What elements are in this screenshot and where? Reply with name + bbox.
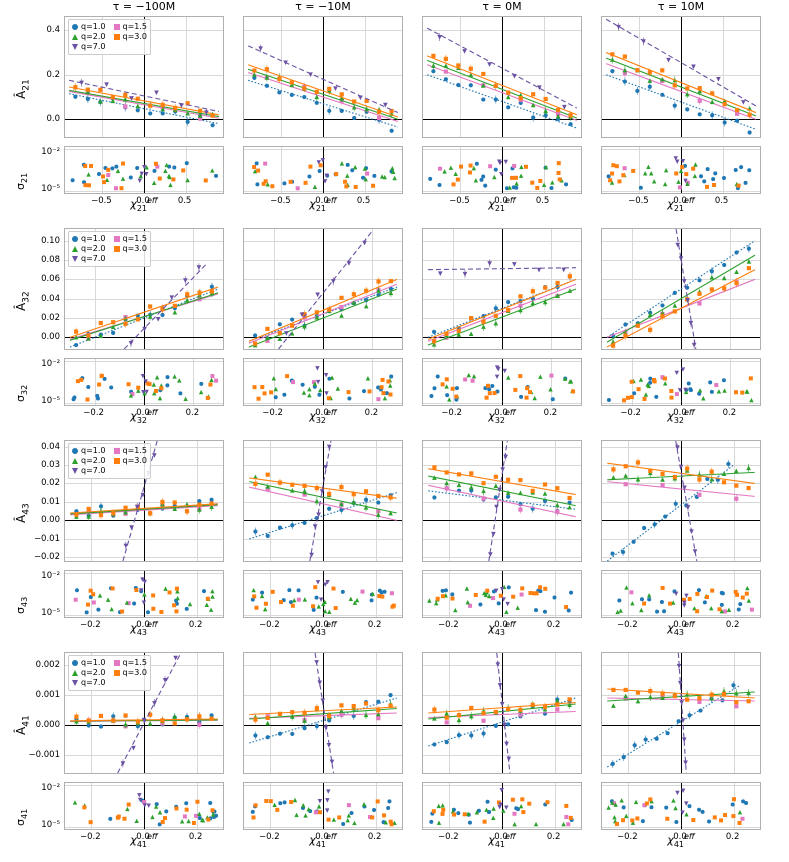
panel-sigma41-col4 xyxy=(601,782,761,830)
panel-sigma41-col1 xyxy=(64,782,224,830)
xaxis-label-43: $\chi_{43}^{eff}$ xyxy=(130,620,158,637)
xtick-43: 0.0 xyxy=(136,620,150,630)
xtick-41: −0.2 xyxy=(259,832,280,842)
xaxis-label-43: $\chi_{43}^{eff}$ xyxy=(667,620,695,637)
xtick-41: 0.0 xyxy=(673,832,687,842)
legend-label: q=3.0 xyxy=(122,668,148,677)
ytick-A41: 0.001 xyxy=(35,690,60,700)
legend-marker-icon xyxy=(72,680,78,686)
column-title-4: τ = 10M xyxy=(657,0,705,13)
xtick-21: 0.5 xyxy=(177,196,192,206)
legend-marker-icon xyxy=(114,24,120,30)
panel-sigma21-col2 xyxy=(243,146,403,194)
legend-item-q=1-0[interactable] xyxy=(72,234,106,244)
xtick-21: 0.5 xyxy=(714,196,729,206)
xtick-32: −0.2 xyxy=(83,408,104,418)
xtick-43: 0.0 xyxy=(673,620,687,630)
ytick-A32: 0.10 xyxy=(41,235,60,246)
panel-A21-col3 xyxy=(422,16,582,138)
panel-sigma32-col2 xyxy=(243,358,403,406)
legend-marker-icon xyxy=(72,24,78,30)
legend-label: q=7.0 xyxy=(81,42,106,51)
panel-A21-col2 xyxy=(243,16,403,138)
legend-marker-icon xyxy=(114,246,120,252)
xtick-43: 0.2 xyxy=(367,620,382,630)
yaxis-label-sigma21: $\sigma_{21}$ xyxy=(14,172,30,190)
xtick-32: −0.2 xyxy=(620,408,641,418)
legend-item-q=3-0[interactable] xyxy=(114,244,148,254)
legend-label: q=1.5 xyxy=(122,22,148,31)
xtick-32: 0.0 xyxy=(136,408,150,418)
legend-label: q=7.0 xyxy=(81,254,106,263)
ytick-A32: 0.08 xyxy=(41,254,60,265)
legend-marker-icon xyxy=(114,448,120,454)
yaxis-label-sigma43: $\sigma_{43}$ xyxy=(14,596,30,614)
legend-item-q=1-5[interactable] xyxy=(114,234,148,244)
xtick-41: 0.2 xyxy=(367,832,382,842)
legend-label: q=2.0 xyxy=(81,244,106,253)
ytick-A32: 0.00 xyxy=(41,332,60,343)
xtick-43: 0.2 xyxy=(725,620,740,630)
xtick-21: −0.5 xyxy=(449,196,470,206)
panel-A32-col2 xyxy=(243,228,403,350)
xaxis-label-41: $\chi_{41}^{eff}$ xyxy=(130,832,158,849)
xaxis-label-32: $\chi_{32}^{eff}$ xyxy=(309,408,337,425)
ytick-A32: 0.04 xyxy=(41,293,60,304)
xaxis-label-21: $\chi_{21}^{eff}$ xyxy=(667,196,695,213)
xtick-21: 0.0 xyxy=(494,196,508,206)
ytick-A32: 0.02 xyxy=(41,313,60,324)
xtick-32: 0.0 xyxy=(673,408,687,418)
xtick-43: −0.2 xyxy=(617,620,638,630)
panel-A32-col3 xyxy=(422,228,582,350)
xtick-21: 0.5 xyxy=(356,196,371,206)
legend-item-q=7-0[interactable] xyxy=(72,678,106,688)
ytick-A43: 0.03 xyxy=(41,460,60,470)
xaxis-label-32: $\chi_{32}^{eff}$ xyxy=(488,408,516,425)
ytick-A43: 0.04 xyxy=(41,441,60,452)
xtick-32: 0.2 xyxy=(364,408,379,418)
xtick-32: 0.0 xyxy=(315,408,329,418)
panel-sigma21-col4 xyxy=(601,146,761,194)
legend-row-32 xyxy=(68,231,151,267)
legend-label: q=7.0 xyxy=(81,678,106,687)
xaxis-label-21: $\chi_{21}^{eff}$ xyxy=(488,196,516,213)
panel-sigma43-col4 xyxy=(601,570,761,618)
legend-label: q=1.0 xyxy=(81,658,106,667)
xtick-21: −0.5 xyxy=(270,196,291,206)
legend-marker-icon xyxy=(72,468,78,474)
xaxis-label-41: $\chi_{41}^{eff}$ xyxy=(667,832,695,849)
ytick-sigma43: 10⁻⁵ xyxy=(41,608,60,618)
legend-label: q=7.0 xyxy=(81,466,106,475)
legend-item-q=2-0[interactable] xyxy=(72,32,106,42)
legend-item-q=1-5[interactable] xyxy=(114,22,148,32)
ytick-A43: 0.00 xyxy=(41,515,60,526)
legend-label: q=3.0 xyxy=(122,244,148,253)
column-title-3: τ = 0M xyxy=(482,0,522,13)
xtick-43: −0.2 xyxy=(438,620,459,630)
xtick-41: 0.0 xyxy=(315,832,329,842)
legend-item-q=2-0[interactable] xyxy=(72,456,106,466)
column-title-2: τ = −10M xyxy=(295,0,351,13)
xtick-41: 0.2 xyxy=(725,832,740,842)
ytick-A41: −0.001 xyxy=(28,750,60,760)
ytick-sigma32: 10⁻⁵ xyxy=(41,396,60,406)
legend-label: q=1.0 xyxy=(81,234,106,243)
legend-row-41 xyxy=(68,655,151,691)
legend-item-q=1-5[interactable] xyxy=(114,446,148,456)
ytick-A41: 0.000 xyxy=(35,720,60,730)
legend-marker-icon xyxy=(72,44,78,50)
ytick-sigma21: 10⁻² xyxy=(41,147,60,157)
legend-item-q=1-0[interactable] xyxy=(72,658,106,668)
legend-marker-icon xyxy=(72,246,78,252)
panel-A41-col2 xyxy=(243,652,403,774)
legend-item-q=1-0[interactable] xyxy=(72,446,106,456)
legend-label: q=1.0 xyxy=(81,446,106,455)
panel-sigma32-col3 xyxy=(422,358,582,406)
legend-item-q=3-0[interactable] xyxy=(114,668,148,678)
legend-marker-icon xyxy=(72,448,78,454)
xtick-32: −0.2 xyxy=(441,408,462,418)
legend-item-q=7-0[interactable] xyxy=(72,466,106,476)
xtick-41: 0.2 xyxy=(188,832,203,842)
yaxis-label-A21: $Â_{21}$ xyxy=(14,79,32,99)
legend-item-q=1-0[interactable] xyxy=(72,22,106,32)
xtick-41: −0.2 xyxy=(438,832,459,842)
xtick-43: −0.2 xyxy=(259,620,280,630)
ytick-A43: −0.02 xyxy=(33,552,60,563)
xaxis-label-32: $\chi_{32}^{eff}$ xyxy=(130,408,158,425)
yaxis-label-sigma41: $\sigma_{41}$ xyxy=(14,808,30,826)
xtick-21: −0.5 xyxy=(91,196,112,206)
panel-sigma41-col3 xyxy=(422,782,582,830)
legend-label: q=3.0 xyxy=(122,32,148,41)
xaxis-label-32: $\chi_{32}^{eff}$ xyxy=(667,408,695,425)
yaxis-label-A32: $Â_{32}$ xyxy=(14,291,32,311)
panel-A32-col4 xyxy=(601,228,761,350)
legend-marker-icon xyxy=(72,660,78,666)
legend-marker-icon xyxy=(114,660,120,666)
legend-marker-icon xyxy=(72,236,78,242)
panel-sigma41-col2 xyxy=(243,782,403,830)
yaxis-label-sigma32: $\sigma_{32}$ xyxy=(14,384,30,402)
panel-sigma32-col1 xyxy=(64,358,224,406)
legend-marker-icon xyxy=(114,670,120,676)
xaxis-label-21: $\chi_{21}^{eff}$ xyxy=(130,196,158,213)
legend-label: q=1.5 xyxy=(122,234,148,243)
xtick-41: −0.2 xyxy=(617,832,638,842)
xtick-21: −0.5 xyxy=(628,196,649,206)
legend-marker-icon xyxy=(114,34,120,40)
legend-label: q=1.5 xyxy=(122,446,148,455)
legend-label: q=2.0 xyxy=(81,668,106,677)
legend-label: q=2.0 xyxy=(81,456,106,465)
legend-label: q=2.0 xyxy=(81,32,106,41)
ytick-sigma41: 10⁻⁵ xyxy=(41,820,60,830)
xtick-32: −0.2 xyxy=(262,408,283,418)
legend-item-q=2-0[interactable] xyxy=(72,668,106,678)
xtick-32: 0.2 xyxy=(722,408,737,418)
xtick-43: 0.2 xyxy=(188,620,203,630)
legend-item-q=2-0[interactable] xyxy=(72,244,106,254)
panel-sigma43-col3 xyxy=(422,570,582,618)
ytick-A21: 0.2 xyxy=(46,69,60,80)
xaxis-label-41: $\chi_{41}^{eff}$ xyxy=(309,832,337,849)
ytick-A21: 0.4 xyxy=(46,25,60,36)
ytick-A43: −0.01 xyxy=(33,533,60,544)
xtick-43: 0.2 xyxy=(546,620,561,630)
xaxis-label-43: $\chi_{43}^{eff}$ xyxy=(309,620,337,637)
ytick-A32: 0.06 xyxy=(41,274,60,285)
ytick-A43: 0.01 xyxy=(41,496,60,507)
panel-A21-col4 xyxy=(601,16,761,138)
ytick-A21: 0.0 xyxy=(46,114,60,125)
legend-item-q=3-0[interactable] xyxy=(114,32,148,42)
ytick-sigma21: 10⁻⁵ xyxy=(41,184,60,194)
xtick-21: 0.5 xyxy=(535,196,550,206)
legend-label: q=1.5 xyxy=(122,658,148,667)
panel-sigma32-col4 xyxy=(601,358,761,406)
panel-A43-col2 xyxy=(243,440,403,562)
legend-label: q=1.0 xyxy=(81,22,106,31)
panel-A43-col3 xyxy=(422,440,582,562)
xtick-43: 0.0 xyxy=(315,620,329,630)
legend-marker-icon xyxy=(72,256,78,262)
panel-sigma43-col1 xyxy=(64,570,224,618)
xaxis-label-43: $\chi_{43}^{eff}$ xyxy=(488,620,516,637)
legend-marker-icon xyxy=(72,34,78,40)
column-title-1: τ = −100M xyxy=(112,0,176,13)
legend-item-q=7-0[interactable] xyxy=(72,42,106,52)
yaxis-label-A41: $Â_{41}$ xyxy=(14,715,32,735)
xtick-43: 0.0 xyxy=(494,620,508,630)
panel-sigma43-col2 xyxy=(243,570,403,618)
xtick-21: 0.0 xyxy=(673,196,687,206)
xtick-43: −0.2 xyxy=(80,620,101,630)
legend-marker-icon xyxy=(114,236,120,242)
xtick-21: 0.0 xyxy=(136,196,150,206)
panel-A43-col4 xyxy=(601,440,761,562)
xtick-21: 0.0 xyxy=(315,196,329,206)
legend-item-q=1-5[interactable] xyxy=(114,658,148,668)
legend-marker-icon xyxy=(114,458,120,464)
legend-item-q=7-0[interactable] xyxy=(72,254,106,264)
legend-row-21 xyxy=(68,19,151,55)
panel-A41-col3 xyxy=(422,652,582,774)
xaxis-label-41: $\chi_{41}^{eff}$ xyxy=(488,832,516,849)
xaxis-label-21: $\chi_{21}^{eff}$ xyxy=(309,196,337,213)
panel-A41-col4 xyxy=(601,652,761,774)
xtick-41: −0.2 xyxy=(80,832,101,842)
legend-label: q=3.0 xyxy=(122,456,148,465)
xtick-32: 0.2 xyxy=(543,408,558,418)
xtick-41: 0.0 xyxy=(136,832,150,842)
legend-marker-icon xyxy=(72,670,78,676)
ytick-sigma43: 10⁻² xyxy=(41,571,60,581)
ytick-sigma41: 10⁻² xyxy=(41,783,60,793)
legend-item-q=3-0[interactable] xyxy=(114,456,148,466)
xtick-41: 0.0 xyxy=(494,832,508,842)
xtick-41: 0.2 xyxy=(546,832,561,842)
ytick-A41: 0.002 xyxy=(35,660,60,670)
legend-row-43 xyxy=(68,443,151,479)
ytick-A43: 0.02 xyxy=(41,478,60,489)
xtick-32: 0.0 xyxy=(494,408,508,418)
panel-sigma21-col1 xyxy=(64,146,224,194)
xtick-32: 0.2 xyxy=(185,408,200,418)
legend-marker-icon xyxy=(72,458,78,464)
yaxis-label-A43: $Â_{43}$ xyxy=(14,503,32,523)
ytick-sigma32: 10⁻² xyxy=(41,359,60,369)
panel-sigma21-col3 xyxy=(422,146,582,194)
